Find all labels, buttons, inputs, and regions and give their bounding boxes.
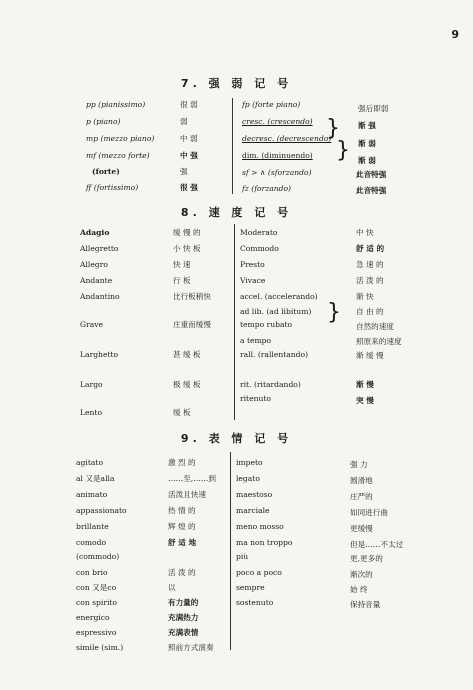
expr-term: al 又是alla: [76, 474, 115, 483]
expr-meaning: 舒 适 地: [168, 538, 197, 547]
dyn-term: pp (pianissimo): [86, 100, 146, 109]
tempo-meaning: 渐 快: [356, 292, 374, 301]
expr-term: meno mosso: [236, 522, 284, 531]
expr-term: sempre: [236, 583, 265, 592]
dyn-meaning: 很 弱: [180, 100, 198, 109]
dyn-meaning: 此音特强: [356, 170, 387, 179]
tempo-meaning: 甚 缓 板: [173, 350, 201, 359]
tempo-term: Vivace: [240, 276, 266, 285]
expr-term: più: [236, 552, 249, 561]
dyn-term: decresc. (decrescendo): [242, 134, 332, 143]
tempo-term: Lento: [80, 408, 103, 417]
tempo-meaning: 中 快: [356, 228, 374, 237]
expr-meaning: 充满表情: [168, 628, 199, 637]
expr-term: brillante: [76, 522, 109, 531]
tempo-meaning: 照原来的速度: [356, 337, 402, 346]
expr-term: maestoso: [236, 490, 273, 499]
dyn-term: mp (mezzo piano): [86, 134, 155, 143]
tempo-term: accel. (accelerando): [240, 292, 318, 301]
expr-term: marciale: [236, 506, 270, 515]
dyn-meaning: 此音特强: [356, 186, 387, 195]
dyn-term: fz (forzando): [242, 184, 292, 193]
expr-term: con 又是co: [76, 583, 117, 592]
tempo-term: Presto: [240, 260, 265, 269]
expr-meaning: 活 泼 的: [168, 568, 196, 577]
expr-meaning: 辉 煌 的: [168, 522, 196, 531]
expr-meaning: 如同进行曲: [350, 508, 388, 517]
tempo-meaning: 缓 板: [173, 408, 191, 417]
expr-meaning: 有力量的: [168, 598, 199, 607]
expr-term: impeto: [236, 458, 263, 467]
tempo-term: rit. (ritardando): [240, 380, 301, 389]
expr-term: energico: [76, 613, 110, 622]
column-divider: [230, 452, 231, 650]
tempo-meaning: 庄重而缓慢: [173, 320, 211, 329]
expr-term: con spirito: [76, 598, 117, 607]
expr-term: ma non troppo: [236, 538, 293, 547]
expr-term: poco a poco: [236, 568, 282, 577]
expr-meaning: ……至,……到: [168, 474, 216, 483]
expr-meaning: 更,更多的: [350, 554, 383, 563]
tempo-meaning: 缓 慢 的: [173, 228, 201, 237]
tempo-term: Adagio: [80, 228, 110, 237]
expr-meaning: 但是……不太过: [350, 540, 404, 549]
expr-meaning: 庄严的: [350, 492, 373, 501]
dyn-term: mf (mezzo forte): [86, 151, 150, 160]
tempo-term: ad lib. (ad libitum): [240, 307, 312, 316]
tempo-term: Moderato: [240, 228, 278, 237]
tempo-term: Commodo: [240, 244, 279, 253]
expr-term: appassionato: [76, 506, 127, 515]
tempo-meaning: 行 板: [173, 276, 191, 285]
expr-meaning: 更缓慢: [350, 524, 373, 533]
dyn-term: dim. (diminuendo): [242, 151, 313, 160]
dyn-term: cresc. (crescendo): [242, 117, 313, 126]
tempo-meaning: 突 慢: [356, 396, 374, 405]
expr-meaning: 圆滑地: [350, 476, 373, 485]
expr-meaning: 活泼且快速: [168, 490, 206, 499]
expr-term: con brio: [76, 568, 108, 577]
tempo-meaning: 自然的速度: [356, 322, 394, 331]
tempo-term: Grave: [80, 320, 104, 329]
tempo-term: ritenuto: [240, 394, 272, 403]
dyn-term: fp (forte piano): [242, 100, 301, 109]
expr-meaning: 激 烈 的: [168, 458, 196, 467]
tempo-term: Andantino: [80, 292, 120, 301]
tempo-meaning: 极 缓 板: [173, 380, 201, 389]
expr-term: animato: [76, 490, 108, 499]
dyn-meaning: 中 弱: [180, 134, 198, 143]
tempo-meaning: 渐 慢: [356, 380, 374, 389]
section-title-expression: 9. 表 情 记 号: [180, 432, 293, 445]
expr-meaning: 充满热力: [168, 613, 199, 622]
expr-meaning: 强 力: [350, 460, 368, 469]
column-divider: [234, 224, 235, 420]
tempo-meaning: 小 快 板: [173, 244, 201, 253]
tempo-meaning: 比行板稍快: [173, 292, 211, 301]
dyn-term: ff (fortissimo): [86, 183, 139, 192]
tempo-meaning: 快 速: [173, 260, 191, 269]
tempo-term: Allegretto: [80, 244, 119, 253]
section-title-tempo: 8. 速 度 记 号: [180, 206, 293, 219]
tempo-term: Andante: [80, 276, 113, 285]
dyn-meaning: 渐 弱: [358, 139, 376, 148]
brace-icon: }: [336, 138, 350, 163]
column-divider: [232, 98, 233, 194]
dyn-meaning: 弱: [180, 117, 188, 126]
tempo-term: Largo: [80, 380, 103, 389]
tempo-meaning: 自 由 的: [356, 307, 384, 316]
tempo-meaning: 急 速 的: [356, 260, 384, 269]
dyn-term: (forte): [92, 167, 120, 176]
tempo-term: rall. (rallentando): [240, 350, 309, 359]
dyn-meaning: 很 强: [180, 183, 198, 192]
dyn-meaning: 渐 强: [358, 121, 376, 130]
expr-meaning: 保持音量: [350, 600, 381, 609]
expr-term: legato: [236, 474, 260, 483]
dyn-term: sf > ∧ (sforzando): [242, 168, 312, 177]
dyn-meaning: 渐 弱: [358, 156, 376, 165]
section-title-dynamics: 7. 强 弱 记 号: [180, 77, 293, 90]
expr-meaning: 渐次的: [350, 570, 373, 579]
dyn-term: p (piano): [86, 117, 121, 126]
expr-term: simile (sim.): [76, 643, 124, 652]
expr-term: agitato: [76, 458, 104, 467]
dyn-meaning: 中 强: [180, 151, 198, 160]
brace-icon: }: [326, 116, 340, 141]
tempo-term: Larghetto: [80, 350, 119, 359]
expr-meaning: 始 终: [350, 585, 368, 594]
tempo-term: Allegro: [80, 260, 108, 269]
expr-meaning: 热 情 的: [168, 506, 196, 515]
expr-term: comodo: [76, 538, 107, 547]
tempo-meaning: 活 泼 的: [356, 276, 384, 285]
dyn-meaning: 强: [180, 167, 188, 176]
tempo-meaning: 舒 适 的: [356, 244, 385, 253]
tempo-term: tempo rubato: [240, 320, 293, 329]
expr-meaning: 照前方式演奏: [168, 643, 214, 652]
page-number: 9: [451, 28, 459, 41]
expr-term: (commodo): [76, 552, 120, 561]
tempo-meaning: 渐 缓 慢: [356, 351, 384, 360]
dyn-meaning: 强后即弱: [358, 104, 389, 113]
expr-term: espressivo: [76, 628, 117, 637]
expr-term: sostenuto: [236, 598, 274, 607]
brace-icon: }: [327, 300, 341, 325]
expr-meaning: 以: [168, 583, 176, 592]
tempo-term: a tempo: [240, 336, 272, 345]
